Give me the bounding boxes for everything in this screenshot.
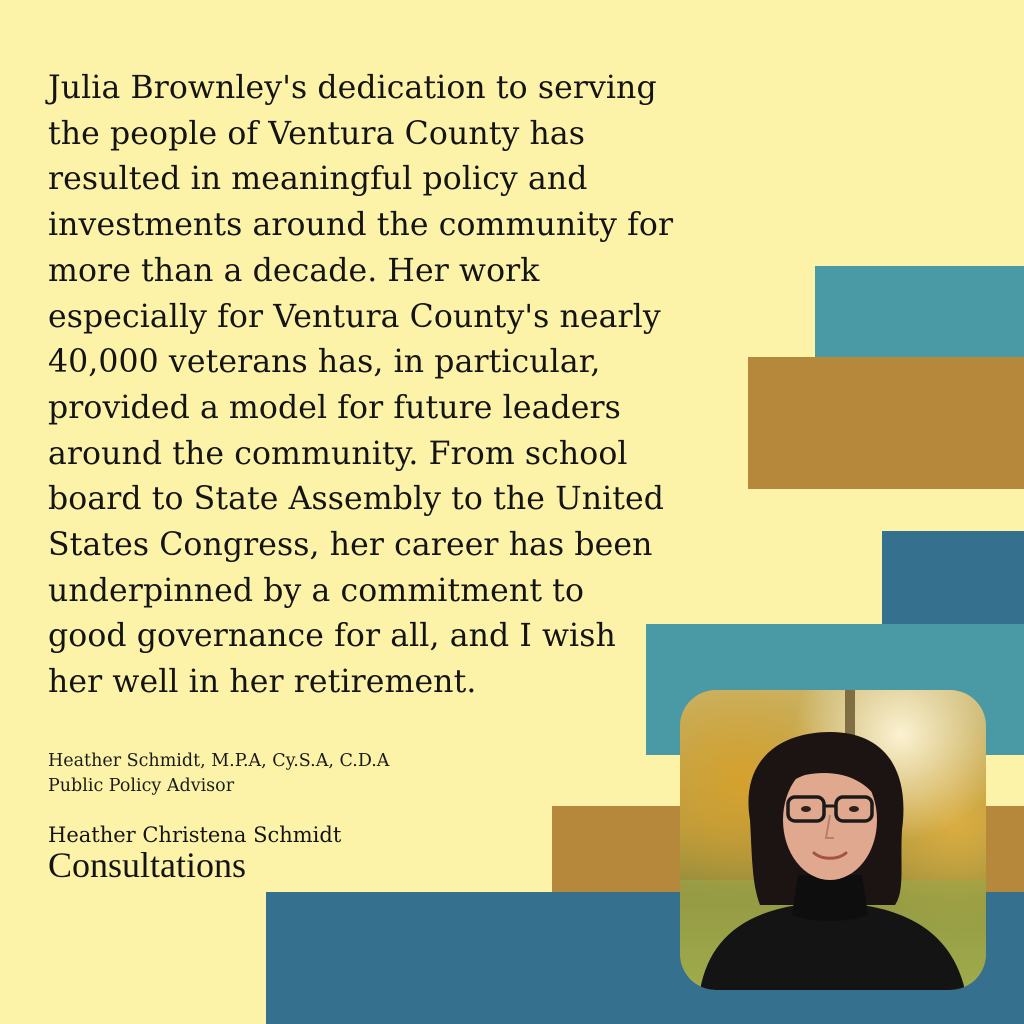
quote-line: 40,000 veterans has, in particular, [48,344,601,381]
portrait-illustration [680,690,986,990]
quote-line: her well in her retirement. [48,664,477,701]
quote-line: Julia Brownley's dedication to serving [48,70,657,106]
quote-line: underpinned by a commitment to [48,572,585,609]
quote-line: provided a model for future leaders [48,389,621,426]
quote-line: board to State Assembly to the United [48,481,665,518]
quote-line: especially for Ventura County's nearly [48,298,661,335]
quote-line: around the community. From school [48,435,628,472]
quote-line: the people of Ventura County has [48,115,586,152]
quote-line: good governance for all, and I wish [48,618,616,655]
attribution-name: Heather Schmidt, M.P.A, Cy.S.A, C.D.A [48,751,390,771]
quote-text [48,66,688,706]
quote-line: resulted in meaningful policy and [48,161,588,198]
attribution-title: Public Policy Advisor [48,776,235,796]
portrait-photo [680,690,986,990]
quote-line: more than a decade. Her work [48,252,540,289]
brand-name-line1: Heather Christena Schmidt [48,823,342,847]
quote-line: States Congress, her career has been [48,527,653,564]
gold-block-top [748,357,1024,489]
brand-name-line2: Consultations [48,845,247,885]
quote-line: investments around the community for [48,207,674,244]
